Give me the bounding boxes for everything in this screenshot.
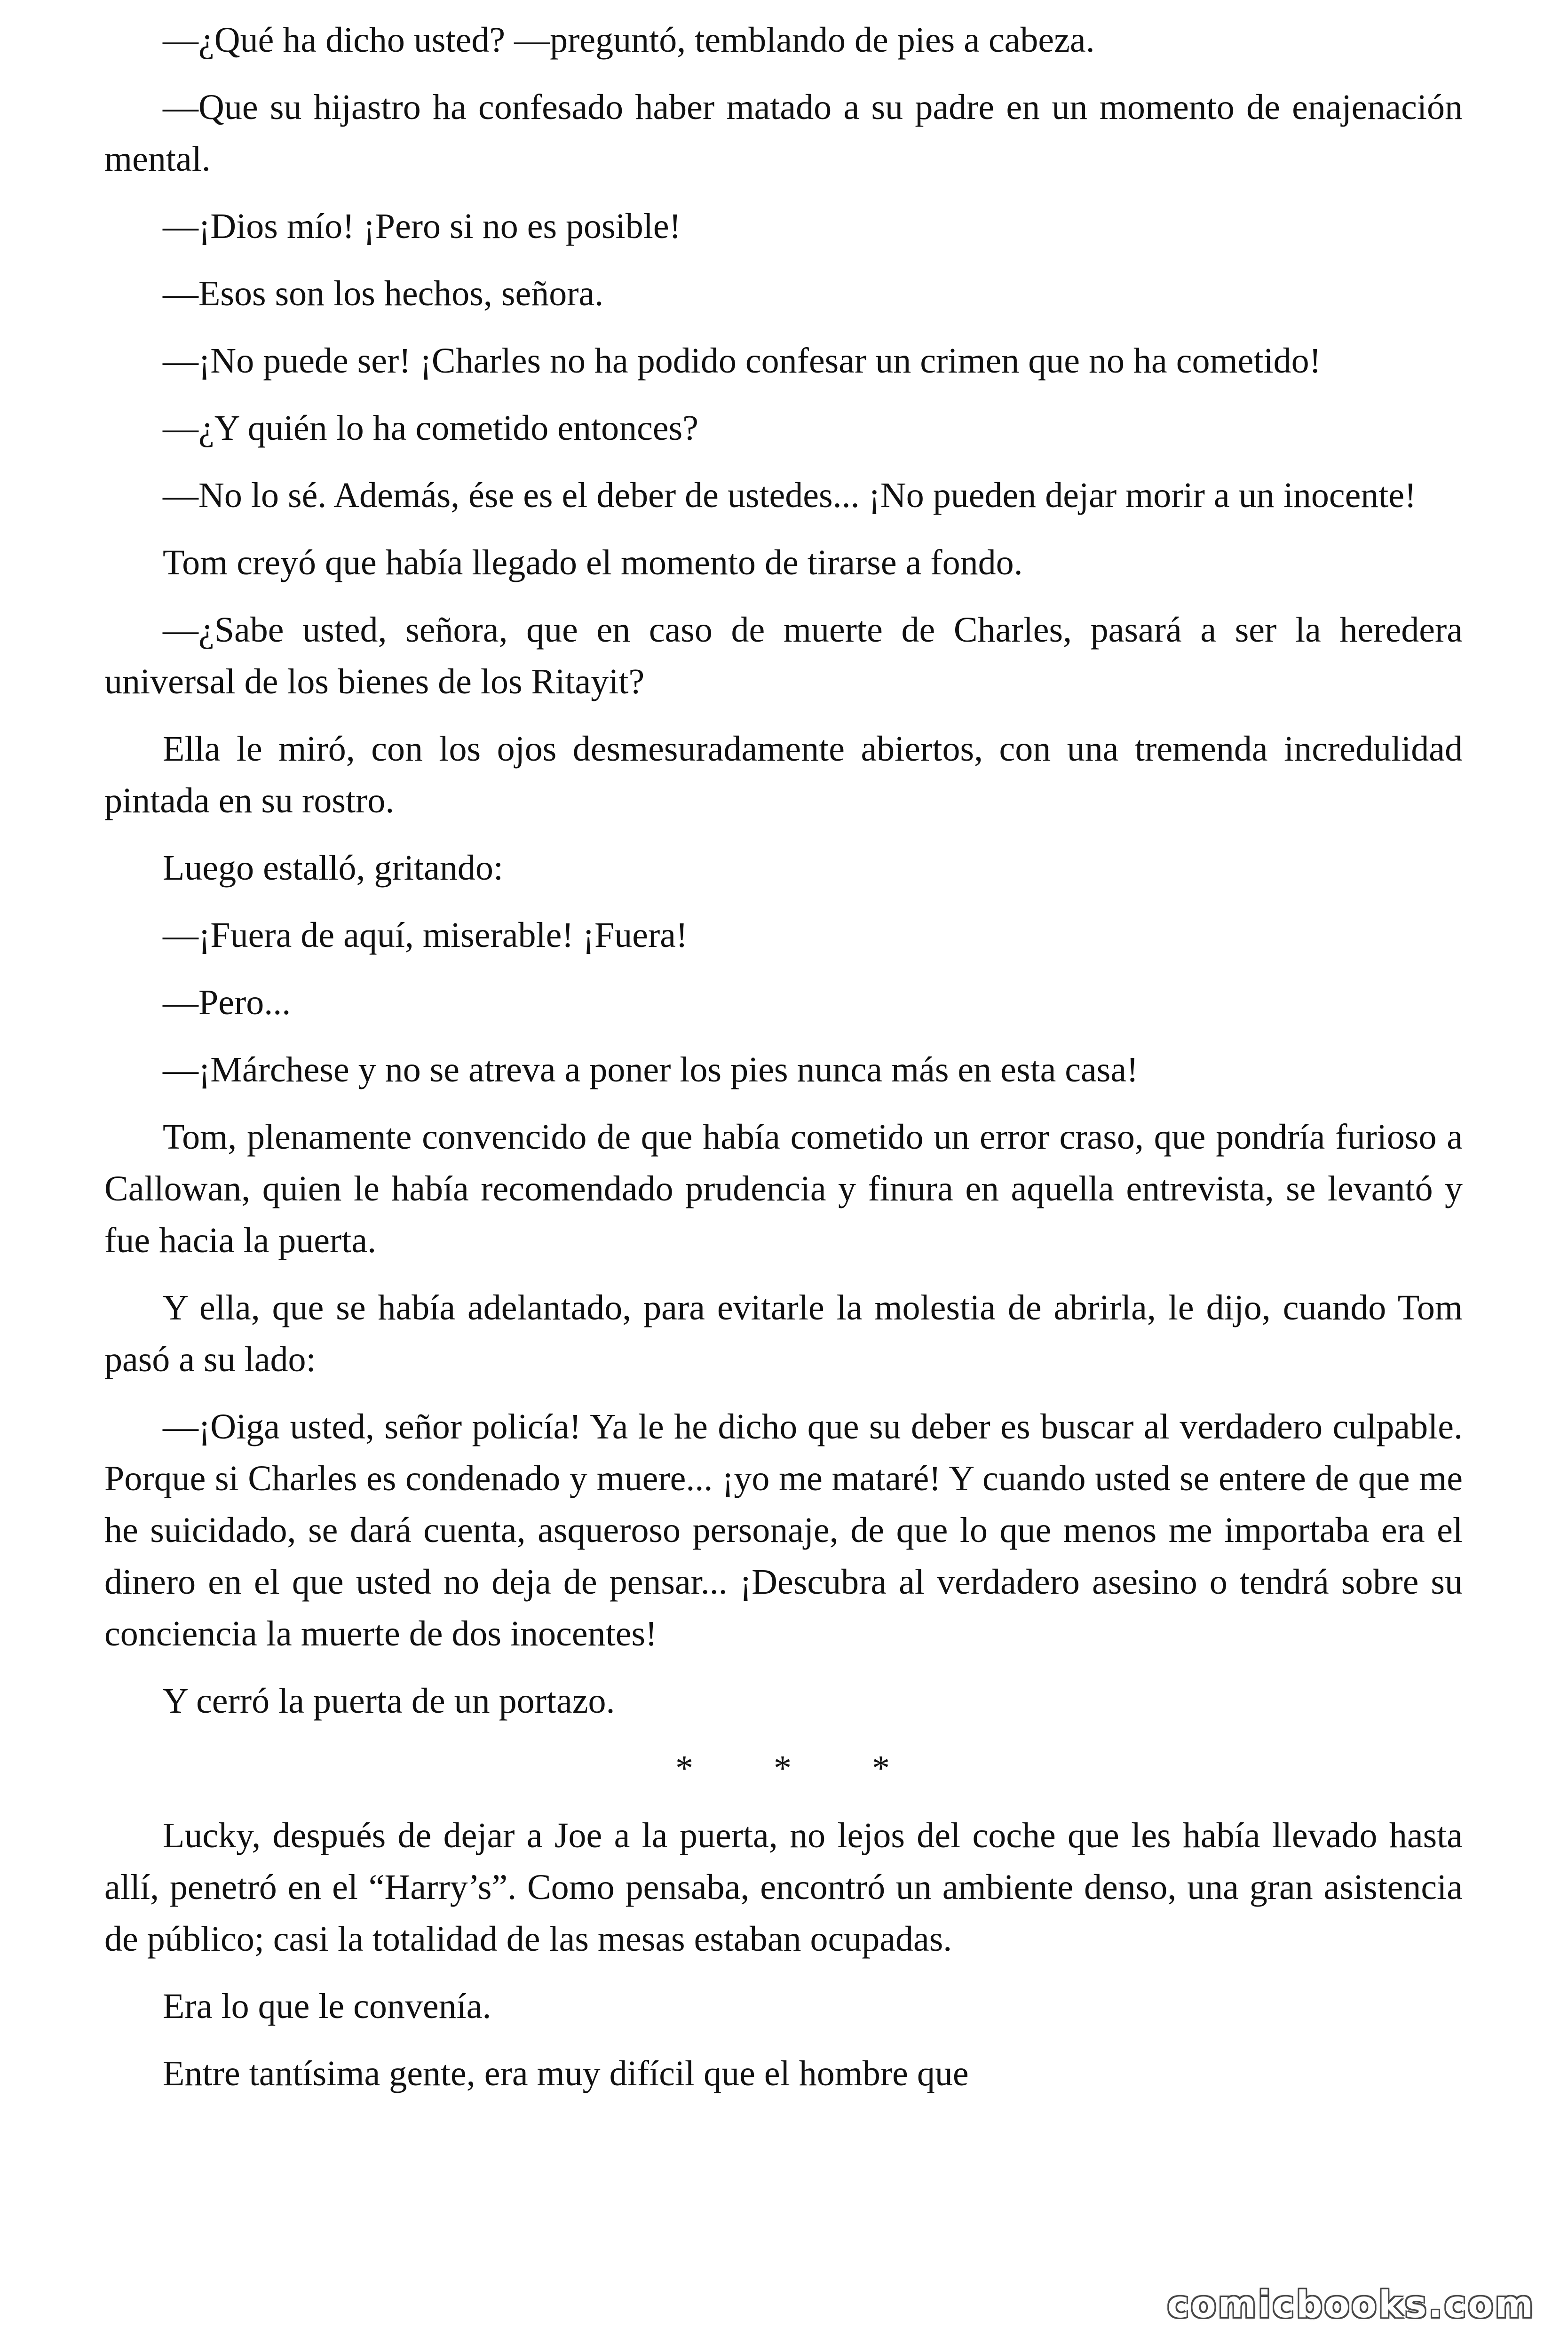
paragraph: —Esos son los hechos, señora. [163, 274, 604, 313]
paragraph: —¡Dios mío! ¡Pero si no es posible! [163, 207, 681, 246]
paragraph: Luego estalló, gritando: [163, 848, 503, 888]
paragraph: —¡Márchese y no se atreva a poner los pies nunca más en esta casa! [163, 1050, 1139, 1089]
paragraph: —Que su hijastro ha confesado haber matado a su padre en un momento de enajenación mental. [104, 87, 1463, 179]
site-watermark: comicbooks.com [1167, 2284, 1535, 2326]
paragraph: Y ella, que se había adelantado, para evitarle la molestia de abrirla, le dijo, cuando Tom pasó a su lado: [104, 1288, 1463, 1379]
paragraph: Lucky, después de dejar a Joe a la puerta, no lejos del coche que les había llevado hasta allí, penetró en el “Harry’s”. Como pensaba, encontró un ambiente denso, una gran asistencia de público; casi la totalidad de las mesas estaban ocupadas. [104, 1816, 1463, 1959]
separator-asterisk: * [872, 1748, 892, 1788]
separator-asterisk: * [675, 1748, 695, 1788]
paragraph: Ella le miró, con los ojos desmesuradamente abiertos, con una tremenda incredulidad pintada en su rostro. [104, 729, 1463, 820]
text-column [104, 14, 1463, 2115]
section-separator [104, 1742, 1463, 1794]
paragraph: Y cerró la puerta de un portazo. [163, 1681, 615, 1721]
paragraph: —No lo sé. Además, ése es el deber de ustedes... ¡No pueden dejar morir a un inocente! [163, 476, 1417, 515]
paragraph: —¡No puede ser! ¡Charles no ha podido confesar un crimen que no ha cometido! [163, 341, 1321, 381]
paragraph: —Pero... [163, 983, 291, 1022]
paragraph: Entre tantísima gente, era muy difícil que el hombre que [163, 2054, 969, 2093]
paragraph: Tom, plenamente convencido de que había cometido un error craso, que pondría furioso a Callowan, quien le había recomendado prudencia y finura en aquella entrevista, se levantó y fue hacia la puerta. [104, 1117, 1463, 1260]
paragraph: —¿Y quién lo ha cometido entonces? [163, 408, 698, 448]
paragraph: —¡Fuera de aquí, miserable! ¡Fuera! [163, 915, 688, 955]
paragraph: Era lo que le convenía. [163, 1986, 491, 2026]
paragraph: Tom creyó que había llegado el momento de tirarse a fondo. [163, 543, 1023, 582]
separator-asterisk: * [774, 1748, 793, 1788]
paragraph: —¿Qué ha dicho usted? —preguntó, temblando de pies a cabeza. [163, 20, 1095, 60]
paragraph: —¡Oiga usted, señor policía! Ya le he dicho que su deber es buscar al verdadero culpable. Porque si Charles es condenado y muere... ¡yo me mataré! Y cuando usted se entere de que me he suicidado, se dará cuenta, asqueroso personaje, de que lo que menos me importaba era el dinero en el que usted no deja de pensar... ¡Descubra al verdadero asesino o tendrá sobre su conciencia la muerte de dos inocentes! [104, 1407, 1463, 1653]
paragraph: —¿Sabe usted, señora, que en caso de muerte de Charles, pasará a ser la heredera universal de los bienes de los Ritayit? [104, 610, 1463, 701]
